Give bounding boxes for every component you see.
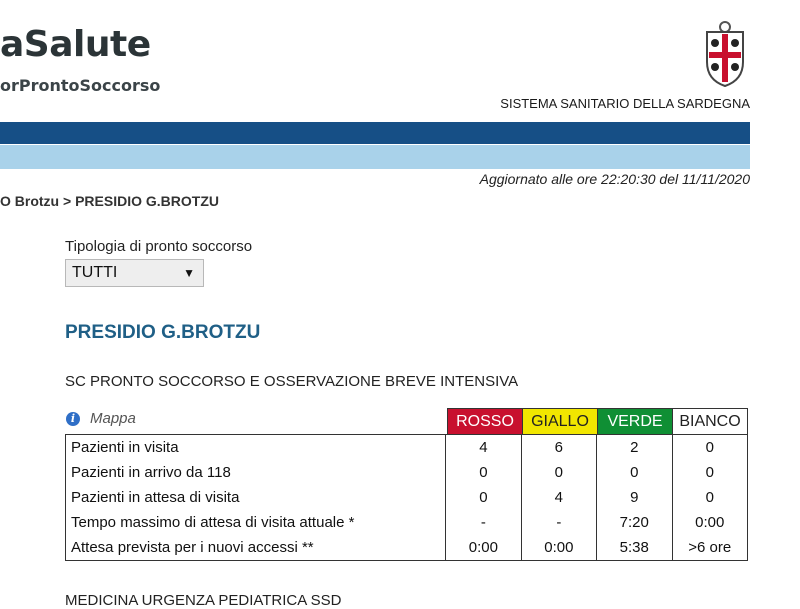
row-label: Pazienti in arrivo da 118 bbox=[71, 464, 231, 481]
cell-bianco: >6 ore bbox=[672, 535, 748, 561]
section-title: SC PRONTO SOCCORSO E OSSERVAZIONE BREVE INTENSIVA bbox=[65, 373, 519, 390]
info-icon[interactable]: i bbox=[66, 412, 80, 426]
next-section-title: MEDICINA URGENZA PEDIATRICA SSD bbox=[65, 592, 342, 609]
cell-rosso: 0 bbox=[446, 485, 521, 510]
table-row bbox=[66, 460, 748, 485]
cell-giallo: 0 bbox=[521, 460, 596, 485]
cell-verde: 5:38 bbox=[597, 535, 672, 561]
breadcrumb-current: PRESIDIO G.BROTZU bbox=[75, 193, 219, 209]
emergency-type-select[interactable] bbox=[65, 259, 204, 287]
region-label: SISTEMA SANITARIO DELLA SARDEGNA bbox=[500, 96, 750, 111]
breadcrumb-parent-link[interactable]: O Brotzu bbox=[0, 193, 60, 209]
header-verde: VERDE bbox=[597, 408, 673, 434]
table-row bbox=[66, 510, 748, 535]
sub-nav-bar bbox=[0, 145, 750, 169]
top-nav-bar bbox=[0, 122, 750, 144]
sardinia-coat-of-arms-icon bbox=[697, 16, 753, 88]
filter-label: Tipologia di pronto soccorso bbox=[65, 238, 253, 255]
cell-bianco: 0 bbox=[672, 435, 748, 461]
row-label: Tempo massimo di attesa di visita attuale * bbox=[71, 514, 355, 531]
cell-giallo: 4 bbox=[521, 485, 596, 510]
cell-bianco: 0 bbox=[672, 485, 748, 510]
site-header bbox=[0, 0, 800, 120]
cell-rosso: - bbox=[446, 510, 521, 535]
row-label: Pazienti in attesa di visita bbox=[71, 489, 240, 506]
header-giallo: GIALLO bbox=[522, 408, 598, 434]
select-value: TUTTI bbox=[72, 264, 118, 281]
chevron-down-icon: ▼ bbox=[183, 266, 195, 280]
info-map-row bbox=[66, 410, 136, 427]
map-link[interactable]: Mappa bbox=[90, 410, 136, 427]
cell-bianco: 0:00 bbox=[672, 510, 748, 535]
row-label: Attesa prevista per i nuovi accessi ** bbox=[71, 539, 314, 556]
cell-rosso: 0 bbox=[446, 460, 521, 485]
row-label: Pazienti in visita bbox=[71, 439, 179, 456]
cell-giallo: 6 bbox=[521, 435, 596, 461]
cell-rosso: 4 bbox=[446, 435, 521, 461]
cell-verde: 2 bbox=[597, 435, 672, 461]
table-row bbox=[66, 535, 748, 561]
cell-verde: 0 bbox=[597, 460, 672, 485]
header-bianco: BIANCO bbox=[672, 408, 748, 434]
cell-rosso: 0:00 bbox=[446, 535, 521, 561]
brand-subtitle: orProntoSoccorso bbox=[0, 76, 161, 95]
breadcrumb-separator: > bbox=[63, 193, 72, 209]
facility-title: PRESIDIO G.BROTZU bbox=[65, 322, 261, 343]
cell-giallo: - bbox=[521, 510, 596, 535]
table-row bbox=[66, 435, 748, 461]
wait-times-table bbox=[65, 434, 748, 561]
last-updated-text: Aggiornato alle ore 22:20:30 del 11/11/2020 bbox=[479, 171, 750, 187]
brand-title[interactable]: aSalute bbox=[0, 24, 151, 65]
header-rosso: ROSSO bbox=[447, 408, 523, 434]
cell-verde: 9 bbox=[597, 485, 672, 510]
cell-verde: 7:20 bbox=[597, 510, 672, 535]
table-row bbox=[66, 485, 748, 510]
cell-giallo: 0:00 bbox=[521, 535, 596, 561]
cell-bianco: 0 bbox=[672, 460, 748, 485]
breadcrumb bbox=[0, 193, 219, 209]
